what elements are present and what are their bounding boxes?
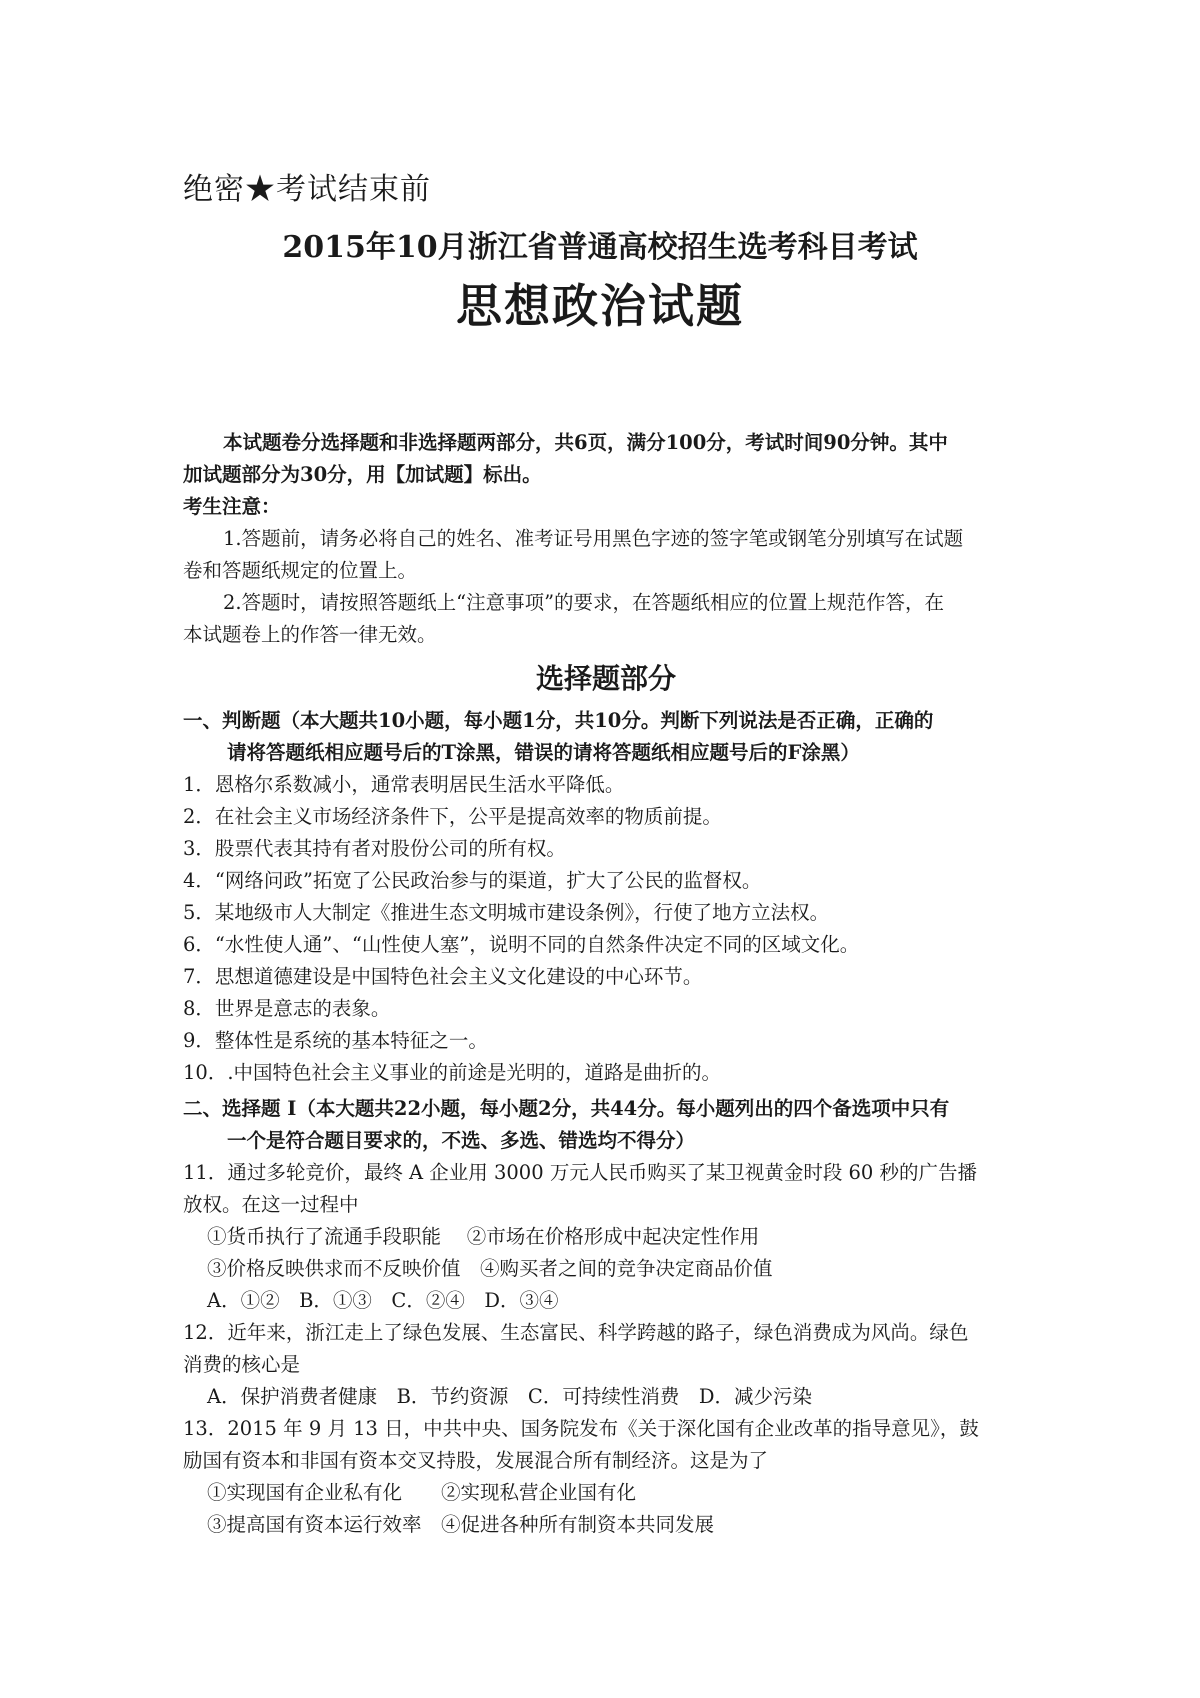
judgement-item-1: 1．恩格尔系数减小，通常表明居民生活水平降低。 (183, 773, 625, 796)
confidential-label: 绝密★考试结束前 (183, 172, 431, 207)
notice-item-1-line-1: 1.答题前，请务必将自己的姓名、准考证号用黑色字迹的签字笔或钢笔分别填写在试题 (223, 527, 964, 550)
part1-heading-line-2: 请将答题纸相应题号后的T涂黑，错误的请将答题纸相应题号后的F涂黑） (227, 741, 860, 764)
judgement-item-9: 9．整体性是系统的基本特征之一。 (183, 1029, 488, 1052)
section-title: 选择题部分 (535, 662, 676, 695)
exam-body (183, 427, 1029, 1541)
notice-item-2-line-2: 本试题卷上的作答一律无效。 (183, 623, 437, 646)
intro-line-2: 加试题部分为30分，用【加试题】标出。 (183, 463, 542, 486)
notice-title: 考生注意： (183, 495, 281, 518)
judgement-item-6: 6．“水性使人通”、“山性使人塞”，说明不同的自然条件决定不同的区域文化。 (183, 933, 860, 956)
judgement-item-5: 5．某地级市人大制定《推进生态文明城市建设条例》，行使了地方立法权。 (183, 901, 830, 924)
question-13-line-2: 励国有资本和非国有资本交叉持股，发展混合所有制经济。这是为了 (183, 1449, 769, 1472)
judgement-item-3: 3．股票代表其持有者对股份公司的所有权。 (183, 837, 566, 860)
question-12-options: A．保护消费者健康 B．节约资源 C．可持续性消费 D．减少污染 (207, 1385, 812, 1408)
notice-item-1-line-2: 卷和答题纸规定的位置上。 (183, 559, 418, 582)
part2-heading-line-1: 二、选择题 I（本大题共22小题，每小题2分，共44分。每小题列出的四个备选项中只有 (183, 1097, 950, 1120)
notice-item-2-line-1: 2.答题时，请按照答题纸上“注意事项”的要求，在答题纸相应的位置上规范作答，在 (223, 591, 945, 614)
question-13-statements-1: ①实现国有企业私有化 ②实现私营企业国有化 (207, 1481, 637, 1504)
question-11-statements-2: ③价格反映供求而不反映价值 ④购买者之间的竞争决定商品价值 (207, 1257, 773, 1280)
subject-title: 思想政治试题 (456, 279, 744, 333)
question-13-statements-2: ③提高国有资本运行效率 ④促进各种所有制资本共同发展 (207, 1513, 715, 1536)
judgement-item-2: 2．在社会主义市场经济条件下，公平是提高效率的物质前提。 (183, 805, 722, 828)
question-13-line-1: 13．2015 年 9 月 13 日，中共中央、国务院发布《关于深化国有企业改革的指导意见》，鼓 (183, 1417, 979, 1440)
judgement-item-7: 7．思想道德建设是中国特色社会主义文化建设的中心环节。 (183, 965, 703, 988)
part2-heading-line-2: 一个是符合题目要求的，不选、多选、错选均不得分） (227, 1129, 696, 1152)
judgement-item-8: 8．世界是意志的表象。 (183, 997, 391, 1020)
question-12-line-2: 消费的核心是 (183, 1353, 301, 1376)
exam-title: 2015年10月浙江省普通高校招生选考科目考试 (282, 230, 918, 265)
judgement-item-4: 4．“网络问政”拓宽了公民政治参与的渠道，扩大了公民的监督权。 (183, 869, 762, 892)
question-11-statements-1: ①货币执行了流通手段职能 ②市场在价格形成中起决定性作用 (207, 1225, 760, 1248)
judgement-item-10: 10．.中国特色社会主义事业的前途是光明的，道路是曲折的。 (183, 1061, 722, 1084)
part1-heading-line-1: 一、判断题（本大题共10小题，每小题1分，共10分。判断下列说法是否正确，正确的 (183, 709, 934, 732)
question-12-line-1: 12．近年来，浙江走上了绿色发展、生态富民、科学跨越的路子，绿色消费成为风尚。绿色 (183, 1321, 969, 1344)
question-11-options: A．①② B．①③ C．②④ D．③④ (207, 1289, 559, 1312)
intro-line-1: 本试题卷分选择题和非选择题两部分，共6页，满分100分，考试时间90分钟。其中 (223, 431, 948, 454)
question-11-line-1: 11．通过多轮竞价，最终 A 企业用 3000 万元人民币购买了某卫视黄金时段 60 秒的广告播 (183, 1161, 978, 1184)
question-11-line-2: 放权。在这一过程中 (183, 1193, 359, 1216)
